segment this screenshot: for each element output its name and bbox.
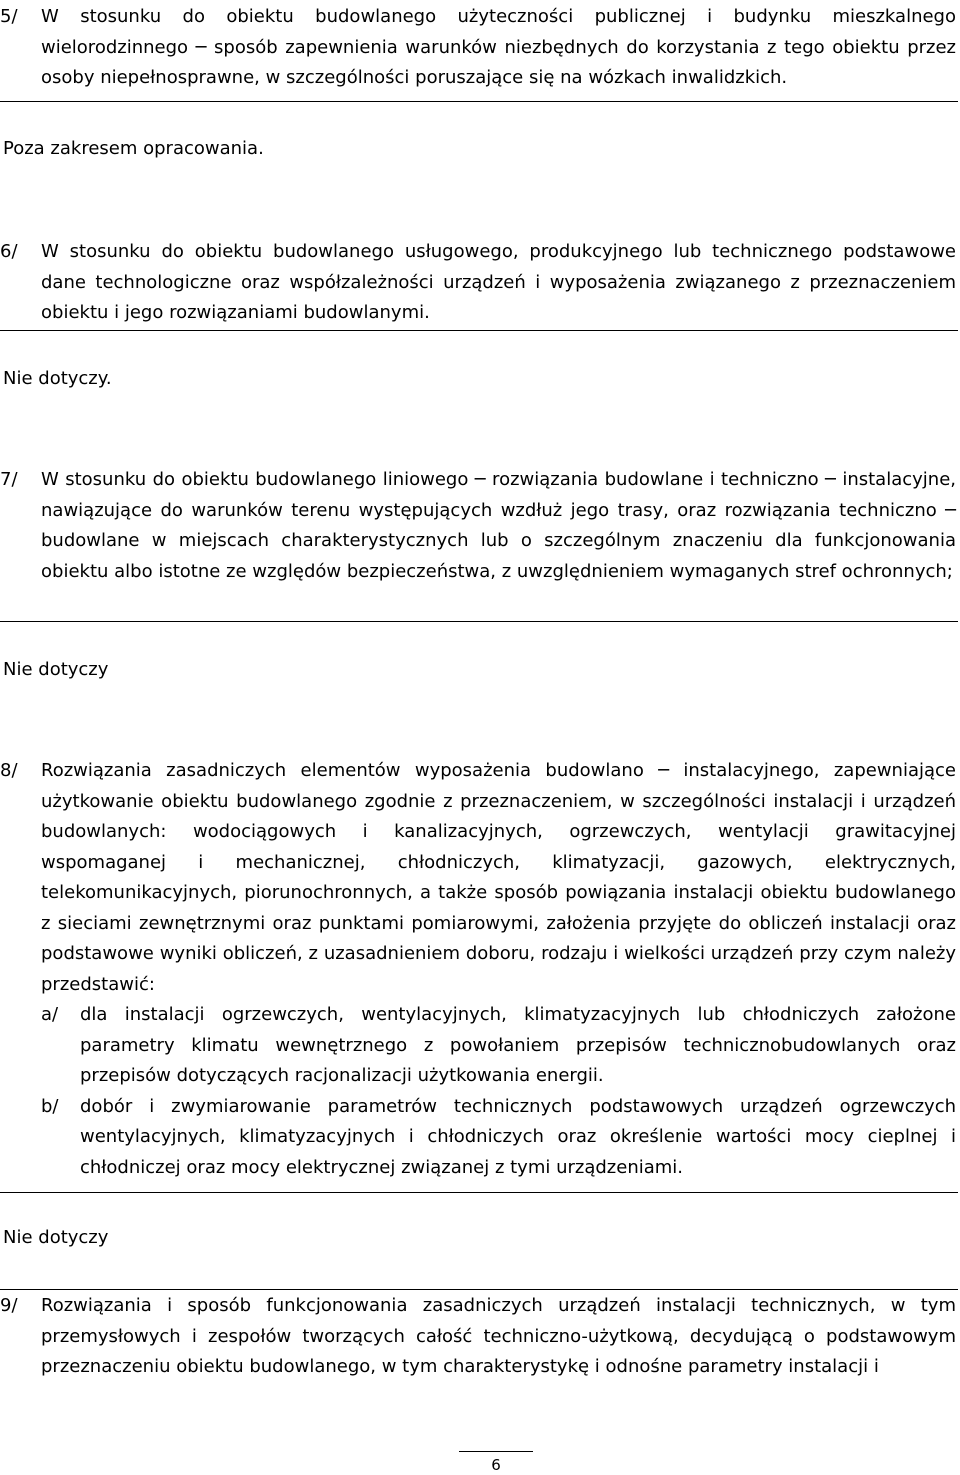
- subitem-text: dobór i zwymiarowanie parametrów technicznych podstawowych urządzeń ogrzewczych wentylacyjnych, klimatyzacyjnych i chłodniczych oraz określenie wartości mocy cieplnej i chłodniczej oraz mocy elektrycznej związanej z tymi urządzeniami.: [80, 1095, 956, 1178]
- section-divider: [0, 1289, 958, 1290]
- section-answer: Nie dotyczy: [3, 659, 109, 680]
- page-number: 6: [491, 1456, 501, 1474]
- section-text: Rozwiązania zasadniczych elementów wyposażenia budowlano ─ instalacyjnego, zapewniające użytkowanie obiektu budowlanego zgodnie z przeznaczeniem, w szczególności instalacji i urządzeń budowlanych: wodociągowych i kanalizacyjnych, ogrzewczych, wentylacji grawitacyjnej wspomaganej i mechanicznej, chłodniczych, klimatyzacji, gazowych, elektrycznych, telekomunikacyjnych, piorunochronnych, a także sposób powiązania instalacji obiektu budowlanego z sieciami zewnętrznymi oraz punktami pomiarowymi, założenia przyjęte do obliczeń instalacji oraz podstawowe wyniki obliczeń, z uzasadnieniem doboru, rodzaju i wielkości urządzeń przy czym należy przedstawić:: [41, 760, 956, 995]
- section-answer: Nie dotyczy: [3, 1227, 109, 1248]
- subitem-text: dla instalacji ogrzewczych, wentylacyjnych, klimatyzacyjnych lub chłodniczych założone parametry klimatu wewnętrznego z powołaniem przepisów technicznobudowlanych oraz przepisów dotyczących racjonalizacji użytkowania energii.: [80, 1004, 956, 1086]
- section-number: 9/: [0, 1295, 18, 1316]
- section-number: 7/: [0, 469, 18, 490]
- section-text: W stosunku do obiektu budowlanego liniowego ─ rozwiązania budowlane i techniczno ─ instalacyjne, nawiązujące do warunków terenu występujących wzdłuż jego trasy, oraz rozwiązania techniczno ─ budowlane w miejscach charakterystycznych lub o szczególnym znaczeniu dla funkcjonowania obiektu albo istotne ze względów bezpieczeństwa, z uwzględnieniem wymaganych stref ochronnych;: [41, 469, 956, 582]
- section-divider: [0, 1192, 958, 1193]
- section-answer: Nie dotyczy.: [3, 368, 112, 389]
- section-number: 8/: [0, 760, 18, 781]
- footer-rule: [459, 1451, 533, 1452]
- section-9: [0, 1291, 956, 1383]
- section-text: W stosunku do obiektu budowlanego użyteczności publicznej i budynku mieszkalnego wielorodzinnego ─ sposób zapewnienia warunków niezbędnych do korzystania z tego obiektu przez osoby niepełnosprawne, w szczególności poruszające się na wózkach inwalidzkich.: [41, 6, 956, 88]
- section-item: [0, 2, 956, 94]
- section-answer: Poza zakresem opracowania.: [3, 138, 264, 159]
- section-text: Rozwiązania i sposób funkcjonowania zasadniczych urządzeń instalacji technicznych, w tym przemysłowych i zespołów tworzących całość techniczno-użytkową, decydującą o podstawowym przeznaczeniu obiektu budowlanego, w tym charakterystykę i odnośne parametry instalacji i: [41, 1295, 956, 1377]
- section-divider: [0, 621, 958, 622]
- section-text: W stosunku do obiektu budowlanego usługowego, produkcyjnego lub technicznego podstawowe dane technologiczne oraz współzależności urządzeń i wyposażenia związanego z przeznaczeniem obiektu i jego rozwiązaniami budowlanymi.: [41, 241, 956, 323]
- section-number: 6/: [0, 241, 18, 262]
- section-item: [0, 465, 956, 587]
- subitem: [0, 1092, 956, 1184]
- section-item: [0, 756, 956, 1000]
- section-item: [0, 1291, 956, 1383]
- section-6: [0, 237, 956, 329]
- section-5: [0, 2, 956, 94]
- section-divider: [0, 330, 958, 331]
- subitem: [0, 1000, 956, 1092]
- subitem-label: b/: [41, 1095, 59, 1117]
- section-divider: [0, 101, 958, 102]
- section-number: 5/: [0, 6, 18, 27]
- section-item: [0, 237, 956, 329]
- subitem-label: a/: [41, 1004, 59, 1025]
- section-7: [0, 465, 956, 587]
- section-8: [0, 756, 956, 1183]
